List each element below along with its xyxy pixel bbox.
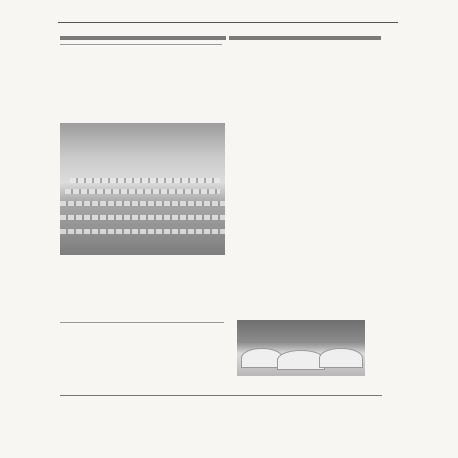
article-3: [60, 322, 224, 326]
footer-rule: [60, 395, 382, 396]
header-rule: [58, 22, 398, 24]
greenhouse-photo: [60, 123, 225, 255]
table-of-contents: [229, 38, 359, 41]
left-column: [60, 38, 222, 48]
divider: [60, 322, 224, 323]
frost-protection-photo: [237, 320, 365, 376]
divider: [60, 41, 222, 45]
